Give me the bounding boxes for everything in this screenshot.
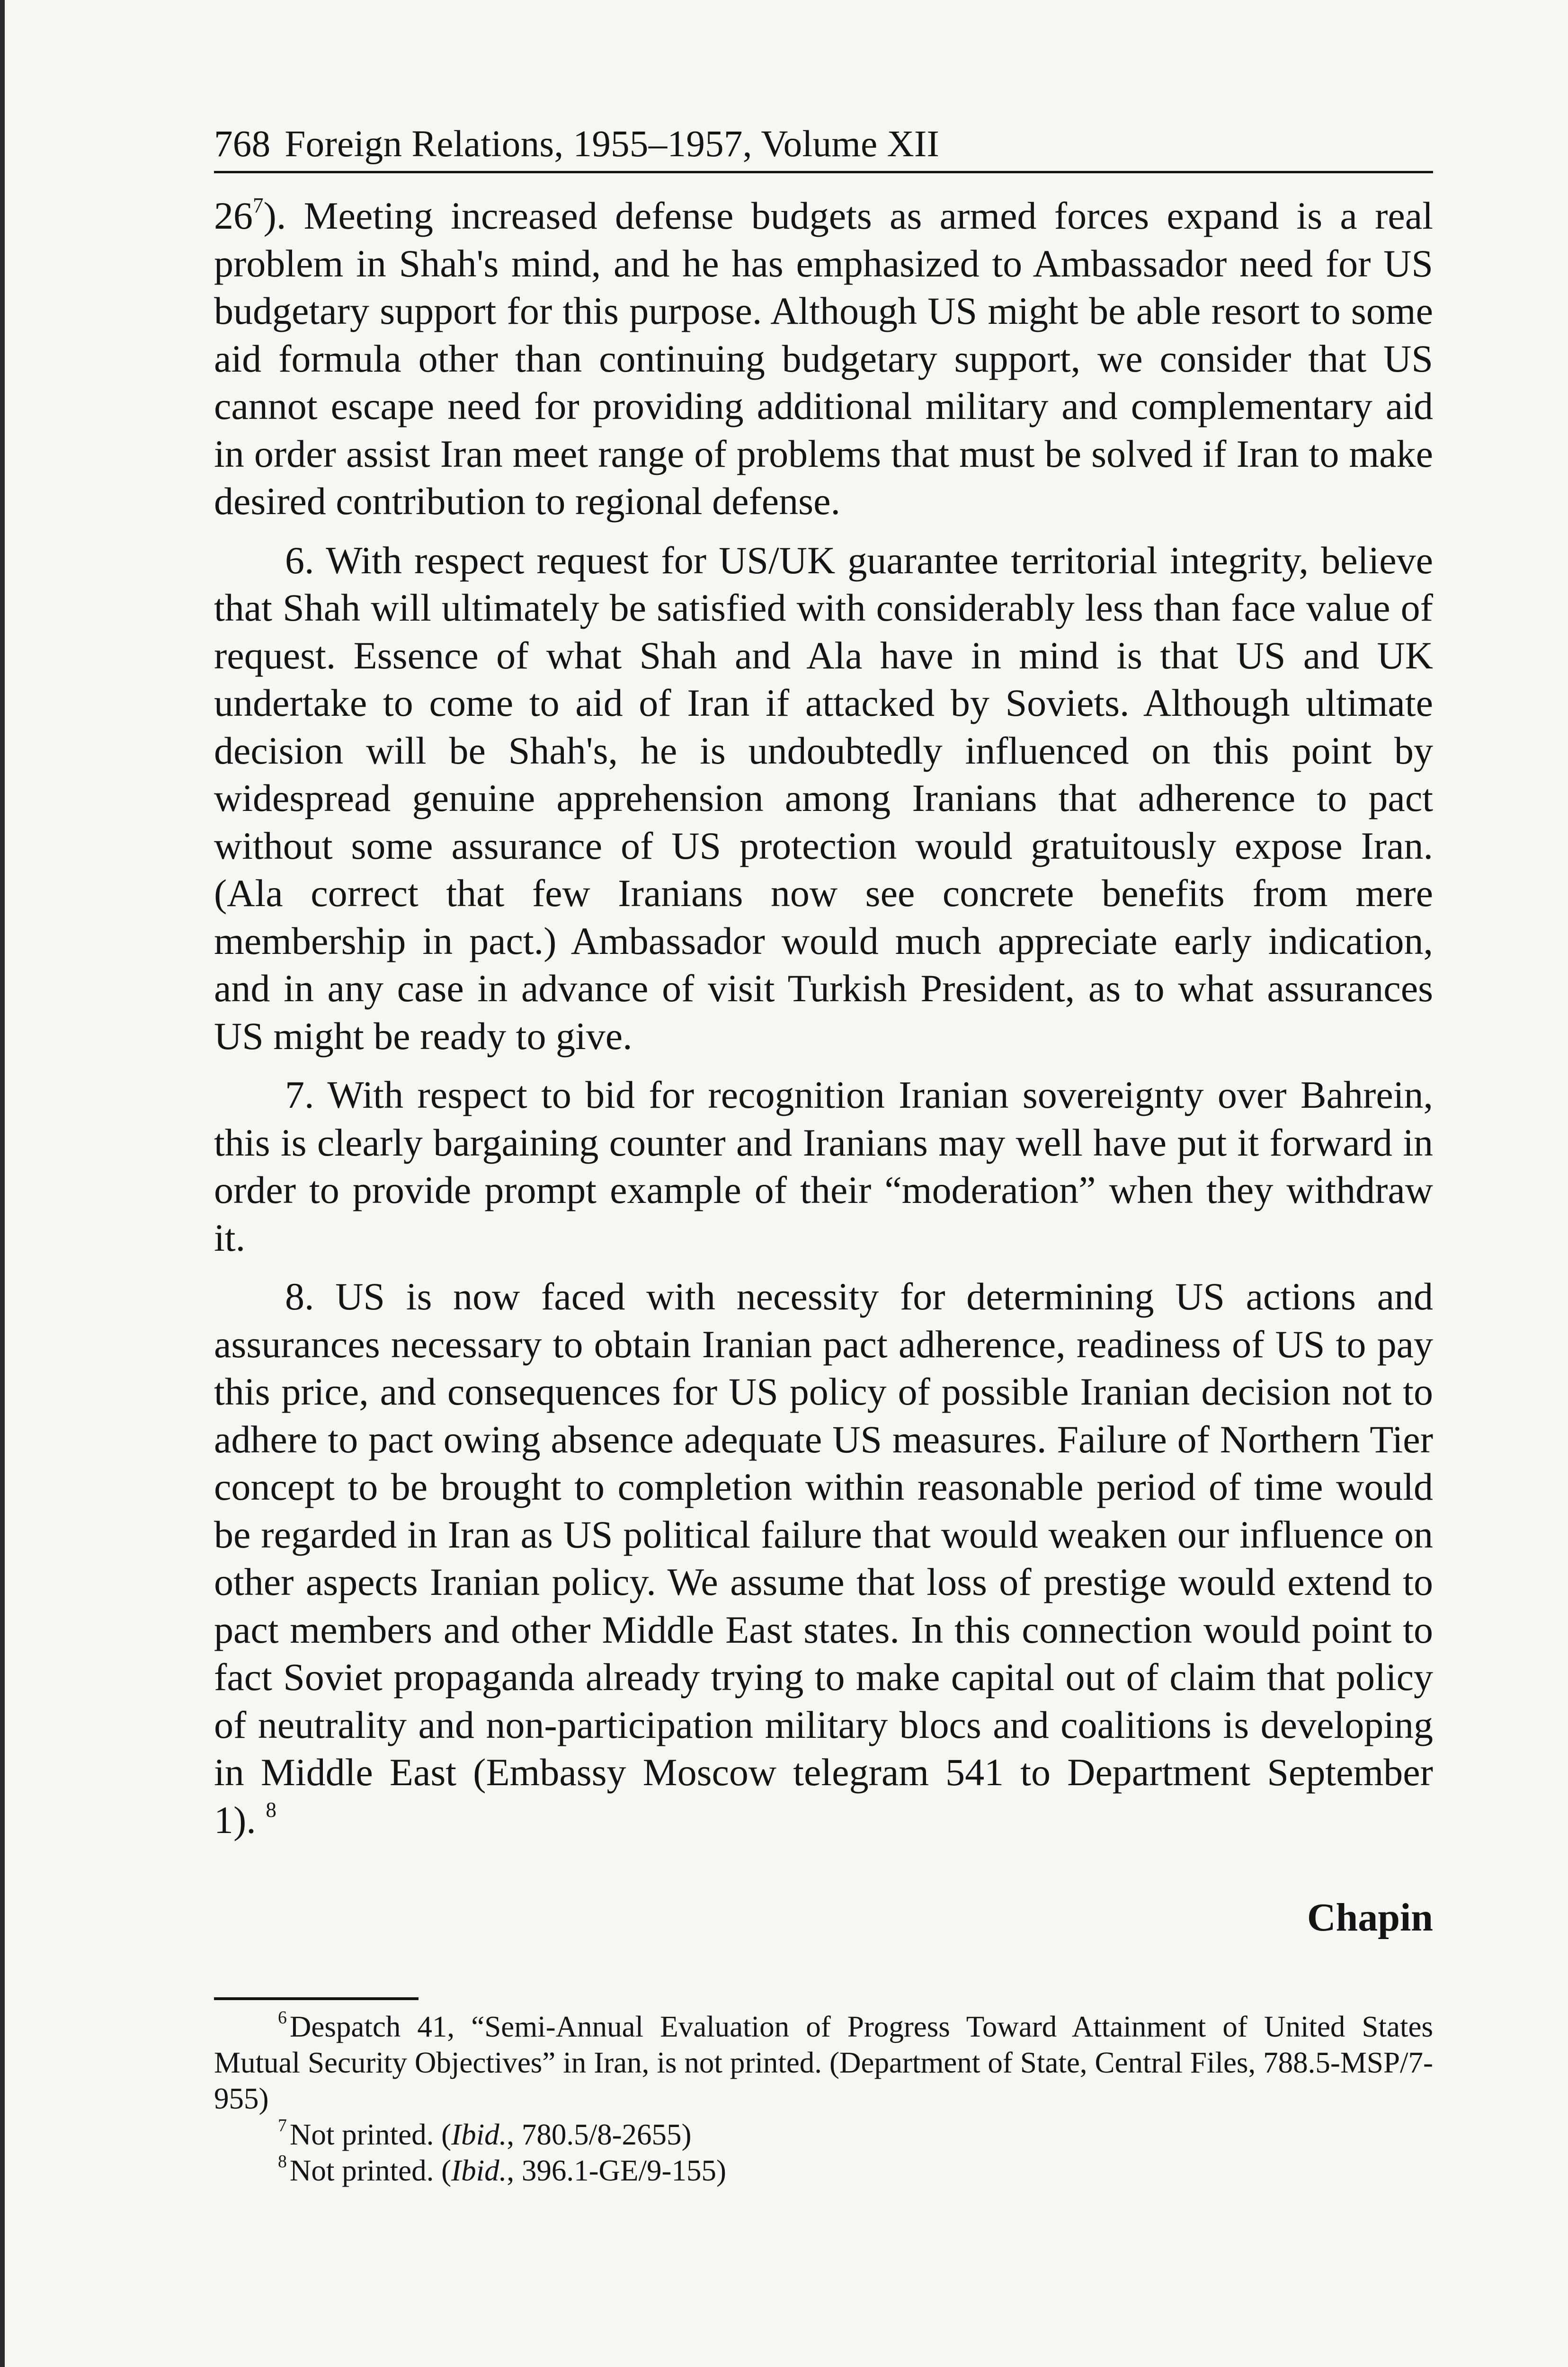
running-head	[214, 121, 1433, 173]
paragraph-8	[214, 1273, 1433, 1844]
continuation-text: ). Meeting increased defense budgets as armed forces expand is a real problem in Shah's mind, and he has emphasized to Ambassador need for US budgetary support for this purpose. Although US might be able resort to some aid formula other than continuing budgetary support, we consider that US cannot escape need for providing additional military and complementary aid in order assist Iran meet range of problems that must be solved if Iran to make desired contribution to regional defense.	[214, 194, 1433, 523]
document-page	[214, 121, 1433, 2189]
signature: Chapin	[1307, 1895, 1433, 1940]
footnote-8	[214, 2153, 1433, 2189]
paragraph-7: 7. With respect to bid for recognition Iranian sovereignty over Bahrein, this is clearly bargaining counter and Iranians may well have put it forward in order to provide prompt example of their “moderation” when they withdraw it.	[214, 1073, 1433, 1259]
footnote-7	[214, 2117, 1433, 2153]
footnote-text: Despatch 41, “Semi-Annual Evaluation of Progress Toward Attainment of United States Mutual Security Objectives” in Iran, is not printed. (Department of State, Central Files, 788.5-MSP/7-955)	[214, 2010, 1433, 2115]
footnote-marker: 7	[278, 2115, 287, 2136]
footnote-6	[214, 2009, 1433, 2117]
document-body	[214, 192, 1433, 1844]
paragraph-6: 6. With respect request for US/UK guarantee territorial integrity, believe that Shah will ultimately be satisfied with considerably less than face value of request. Essence of what Shah and Ala have in mind is that US and UK undertake to come to aid of Iran if attacked by Soviets. Although ultimate decision will be Shah's, he is undoubtedly influenced on this point by widespread genuine apprehension among Iranians that adherence to pact without some assurance of US protection would gratuitously expose Iran. (Ala correct that few Iranians now see concrete benefits from mere membership in pact.) Ambassador would much appreciate early indication, and in any case in advance of visit Turkish President, as to what assurances US might be ready to give.	[214, 538, 1433, 1058]
footnote-suffix: , 780.5/8-2655)	[507, 2118, 692, 2151]
footnote-ibid: Ibid.	[451, 2118, 507, 2151]
continuation-lead: 26	[214, 194, 253, 237]
footnote-ibid: Ibid.	[451, 2154, 507, 2187]
footnote-marker: 6	[278, 2007, 287, 2028]
footnote-ref-7: 7	[253, 194, 264, 218]
footnote-prefix: Not printed. (	[289, 2118, 452, 2151]
paragraph-8-text: 8. US is now faced with necessity for determining US actions and assurances necessary to obtain Iranian pact adherence, readiness of US to pay this price, and consequences for US policy of possible Iranian decision not to adhere to pact owing absence adequate US measures. Failure of Northern Tier concept to be brought to completion within reasonable period of time would be regarded in Iran as US political failure that would weaken our influence on other aspects Iranian policy. We assume that loss of prestige would extend to pact members and other Middle East states. In this connection would point to fact Soviet propaganda already trying to make capital out of claim that policy of neutrality and non-participation military blocs and coalitions is developing in Middle East (Embassy Moscow telegram 541 to Department September 1).	[214, 1275, 1433, 1842]
footnotes	[214, 2009, 1433, 2189]
footnote-prefix: Not printed. (	[289, 2154, 452, 2187]
footnote-ref-8: 8	[266, 1797, 276, 1822]
scan-edge	[0, 0, 5, 2367]
page-number: 768	[214, 124, 271, 165]
paragraph-continuation	[214, 192, 1433, 525]
footnote-suffix: , 396.1-GE/9-155)	[507, 2154, 726, 2187]
footnote-marker: 8	[278, 2151, 287, 2171]
running-head-title: Foreign Relations, 1955–1957, Volume XII	[285, 124, 940, 165]
footnote-rule	[214, 1997, 419, 2000]
